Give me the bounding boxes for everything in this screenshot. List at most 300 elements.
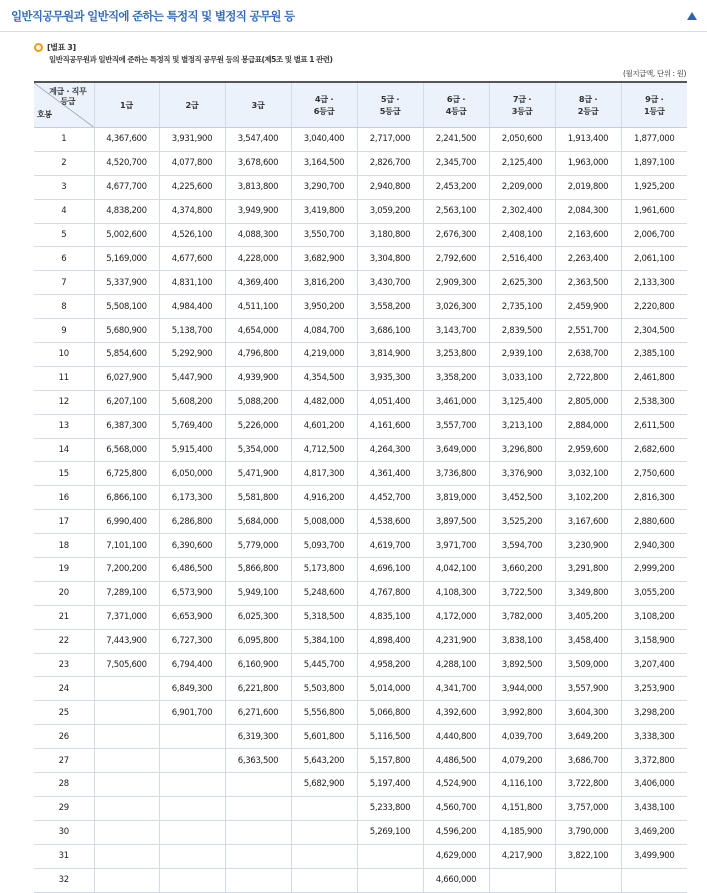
- salary-cell: 4,654,000: [225, 319, 291, 343]
- salary-cell: 4,660,000: [423, 868, 489, 892]
- salary-cell: 4,077,800: [159, 151, 225, 175]
- salary-cell: 4,524,900: [423, 773, 489, 797]
- salary-cell: 5,066,800: [357, 701, 423, 725]
- column-header: [225, 82, 291, 128]
- salary-cell: 5,173,800: [291, 558, 357, 582]
- salary-cell: 3,298,200: [621, 701, 687, 725]
- salary-cell: 6,901,700: [159, 701, 225, 725]
- salary-cell: 2,611,500: [621, 414, 687, 438]
- step-cell: 26: [34, 725, 94, 749]
- salary-cell: [159, 725, 225, 749]
- table-row: [34, 175, 687, 199]
- salary-cell: 3,372,800: [621, 749, 687, 773]
- table-row: [34, 534, 687, 558]
- salary-cell: 3,678,600: [225, 151, 291, 175]
- column-header-line2: 4등급: [445, 106, 467, 116]
- salary-cell: [159, 773, 225, 797]
- salary-cell: 2,750,600: [621, 462, 687, 486]
- salary-cell: 3,547,400: [225, 128, 291, 152]
- salary-cell: 3,405,200: [555, 605, 621, 629]
- salary-cell: 4,452,700: [357, 486, 423, 510]
- salary-cell: 4,440,800: [423, 725, 489, 749]
- salary-cell: 2,717,000: [357, 128, 423, 152]
- salary-cell: 2,006,700: [621, 223, 687, 247]
- table-row: [34, 390, 687, 414]
- salary-cell: [357, 844, 423, 868]
- salary-cell: 3,253,900: [621, 677, 687, 701]
- salary-cell: 3,207,400: [621, 653, 687, 677]
- salary-cell: 4,596,200: [423, 820, 489, 844]
- salary-cell: [94, 701, 159, 725]
- salary-cell: 4,367,600: [94, 128, 159, 152]
- table-row: [34, 510, 687, 534]
- salary-cell: 6,573,900: [159, 581, 225, 605]
- step-cell: 21: [34, 605, 94, 629]
- salary-cell: 7,200,200: [94, 558, 159, 582]
- salary-cell: 5,014,000: [357, 677, 423, 701]
- salary-cell: [94, 725, 159, 749]
- step-cell: 25: [34, 701, 94, 725]
- salary-cell: 3,452,500: [489, 486, 555, 510]
- salary-cell: [159, 844, 225, 868]
- salary-cell: [291, 844, 357, 868]
- salary-cell: 4,374,800: [159, 199, 225, 223]
- table-label-row: [34, 41, 707, 54]
- salary-cell: 2,209,000: [489, 175, 555, 199]
- salary-cell: 2,551,700: [555, 319, 621, 343]
- salary-cell: 4,619,700: [357, 534, 423, 558]
- salary-cell: 4,108,300: [423, 581, 489, 605]
- salary-cell: 3,406,000: [621, 773, 687, 797]
- salary-cell: 1,963,000: [555, 151, 621, 175]
- salary-cell: 5,608,200: [159, 390, 225, 414]
- salary-cell: 3,458,400: [555, 629, 621, 653]
- salary-cell: 5,769,400: [159, 414, 225, 438]
- salary-cell: 7,289,100: [94, 581, 159, 605]
- collapse-arrow-icon[interactable]: [687, 12, 697, 20]
- step-cell: 20: [34, 581, 94, 605]
- salary-cell: 4,958,200: [357, 653, 423, 677]
- salary-cell: 4,369,400: [225, 271, 291, 295]
- salary-cell: 3,782,000: [489, 605, 555, 629]
- salary-cell: 4,526,100: [159, 223, 225, 247]
- salary-cell: [225, 820, 291, 844]
- salary-cell: 4,161,600: [357, 414, 423, 438]
- salary-cell: 2,302,400: [489, 199, 555, 223]
- step-cell: 31: [34, 844, 94, 868]
- salary-cell: 5,226,000: [225, 414, 291, 438]
- salary-cell: 6,849,300: [159, 677, 225, 701]
- salary-cell: 6,221,800: [225, 677, 291, 701]
- column-header: [159, 82, 225, 128]
- salary-cell: 3,349,800: [555, 581, 621, 605]
- salary-cell: 4,264,300: [357, 438, 423, 462]
- salary-cell: 3,722,500: [489, 581, 555, 605]
- salary-cell: 4,084,700: [291, 319, 357, 343]
- salary-cell: 4,231,900: [423, 629, 489, 653]
- salary-cell: 6,050,000: [159, 462, 225, 486]
- step-cell: 27: [34, 749, 94, 773]
- step-cell: 7: [34, 271, 94, 295]
- salary-cell: [94, 773, 159, 797]
- salary-cell: 6,725,800: [94, 462, 159, 486]
- salary-cell: 4,511,100: [225, 295, 291, 319]
- salary-cell: 3,931,900: [159, 128, 225, 152]
- salary-cell: 3,757,000: [555, 796, 621, 820]
- salary-cell: 5,318,500: [291, 605, 357, 629]
- step-cell: 11: [34, 366, 94, 390]
- salary-cell: 4,185,900: [489, 820, 555, 844]
- content-area: [0, 41, 707, 893]
- salary-cell: 2,061,100: [621, 247, 687, 271]
- table-row: [34, 820, 687, 844]
- salary-cell: 3,230,900: [555, 534, 621, 558]
- salary-cell: 2,909,300: [423, 271, 489, 295]
- column-header-line1: 9급 ·: [645, 94, 664, 104]
- salary-cell: 4,172,000: [423, 605, 489, 629]
- step-cell: 8: [34, 295, 94, 319]
- salary-cell: 6,025,300: [225, 605, 291, 629]
- salary-cell: 2,538,300: [621, 390, 687, 414]
- salary-cell: 3,649,200: [555, 725, 621, 749]
- salary-cell: 6,990,400: [94, 510, 159, 534]
- salary-cell: 3,949,900: [225, 199, 291, 223]
- salary-cell: 2,385,100: [621, 343, 687, 367]
- salary-cell: 3,660,200: [489, 558, 555, 582]
- salary-cell: 7,101,100: [94, 534, 159, 558]
- salary-cell: 4,088,300: [225, 223, 291, 247]
- pay-table: [34, 81, 687, 893]
- table-row: [34, 366, 687, 390]
- salary-cell: 3,822,100: [555, 844, 621, 868]
- salary-cell: 3,814,900: [357, 343, 423, 367]
- salary-cell: 5,471,900: [225, 462, 291, 486]
- salary-cell: 4,288,100: [423, 653, 489, 677]
- table-row: [34, 343, 687, 367]
- corner-top-line2: 등급: [60, 97, 76, 106]
- step-cell: 30: [34, 820, 94, 844]
- salary-cell: 4,219,000: [291, 343, 357, 367]
- step-cell: 15: [34, 462, 94, 486]
- salary-cell: [159, 868, 225, 892]
- salary-cell: 4,629,000: [423, 844, 489, 868]
- salary-cell: 2,563,100: [423, 199, 489, 223]
- salary-cell: 5,169,000: [94, 247, 159, 271]
- salary-cell: 3,033,100: [489, 366, 555, 390]
- salary-cell: [94, 677, 159, 701]
- column-header-line2: 2등급: [577, 106, 599, 116]
- salary-cell: 5,093,700: [291, 534, 357, 558]
- column-header-line1: 4급 ·: [314, 94, 334, 104]
- table-row: [34, 462, 687, 486]
- salary-cell: [291, 868, 357, 892]
- salary-cell: 5,337,900: [94, 271, 159, 295]
- salary-cell: 2,241,500: [423, 128, 489, 152]
- salary-cell: 3,686,100: [357, 319, 423, 343]
- column-header-line1: 6급 ·: [446, 94, 466, 104]
- salary-cell: 5,157,800: [357, 749, 423, 773]
- salary-cell: 4,601,200: [291, 414, 357, 438]
- salary-cell: 6,160,900: [225, 653, 291, 677]
- step-cell: 24: [34, 677, 94, 701]
- salary-cell: 4,831,100: [159, 271, 225, 295]
- salary-cell: 4,796,800: [225, 343, 291, 367]
- salary-cell: 3,499,900: [621, 844, 687, 868]
- salary-cell: [555, 868, 621, 892]
- salary-cell: 5,854,600: [94, 343, 159, 367]
- table-row: [34, 725, 687, 749]
- salary-cell: [159, 820, 225, 844]
- salary-cell: 5,866,800: [225, 558, 291, 582]
- salary-cell: 5,248,600: [291, 581, 357, 605]
- salary-cell: [225, 868, 291, 892]
- salary-cell: 2,019,800: [555, 175, 621, 199]
- column-header: [291, 82, 357, 128]
- salary-cell: 5,445,700: [291, 653, 357, 677]
- column-header: [423, 82, 489, 128]
- salary-cell: 4,482,000: [291, 390, 357, 414]
- step-cell: 4: [34, 199, 94, 223]
- salary-cell: [291, 796, 357, 820]
- salary-cell: 5,508,100: [94, 295, 159, 319]
- salary-cell: 3,032,100: [555, 462, 621, 486]
- step-cell: 29: [34, 796, 94, 820]
- salary-cell: [159, 749, 225, 773]
- salary-cell: 2,959,600: [555, 438, 621, 462]
- step-cell: 16: [34, 486, 94, 510]
- salary-cell: 1,961,600: [621, 199, 687, 223]
- column-header-line2: 6등급: [313, 106, 335, 116]
- salary-cell: 4,361,400: [357, 462, 423, 486]
- salary-cell: 2,304,500: [621, 319, 687, 343]
- salary-cell: 5,233,800: [357, 796, 423, 820]
- salary-cell: 4,767,800: [357, 581, 423, 605]
- salary-cell: 3,338,300: [621, 725, 687, 749]
- table-row: [34, 629, 687, 653]
- salary-cell: 3,158,900: [621, 629, 687, 653]
- salary-cell: 6,866,100: [94, 486, 159, 510]
- salary-cell: 4,677,600: [159, 247, 225, 271]
- salary-cell: 6,568,000: [94, 438, 159, 462]
- salary-cell: 5,949,100: [225, 581, 291, 605]
- salary-cell: 4,039,700: [489, 725, 555, 749]
- section-header: [0, 0, 707, 32]
- salary-cell: 6,173,300: [159, 486, 225, 510]
- salary-cell: 6,486,500: [159, 558, 225, 582]
- corner-bottom-label: 호봉: [37, 110, 52, 119]
- salary-cell: 4,228,000: [225, 247, 291, 271]
- step-cell: 19: [34, 558, 94, 582]
- salary-cell: 4,538,600: [357, 510, 423, 534]
- column-header-line1: 2급: [185, 100, 199, 110]
- salary-cell: 7,443,900: [94, 629, 159, 653]
- salary-cell: 2,805,000: [555, 390, 621, 414]
- salary-cell: 5,643,200: [291, 749, 357, 773]
- salary-cell: 3,935,300: [357, 366, 423, 390]
- salary-cell: 6,319,300: [225, 725, 291, 749]
- table-row: [34, 486, 687, 510]
- salary-cell: 3,059,200: [357, 199, 423, 223]
- salary-cell: 2,220,800: [621, 295, 687, 319]
- column-header-line1: 5급 ·: [380, 94, 400, 104]
- step-cell: 32: [34, 868, 94, 892]
- salary-cell: 6,095,800: [225, 629, 291, 653]
- table-row: [34, 247, 687, 271]
- salary-cell: 5,088,200: [225, 390, 291, 414]
- table-caption: 일반직공무원과 일반직에 준하는 특정직 및 별정직 공무원 등의 봉급표(제5조 및 별표 1 관련): [49, 55, 333, 64]
- salary-cell: [94, 749, 159, 773]
- table-row: [34, 581, 687, 605]
- salary-cell: 3,213,100: [489, 414, 555, 438]
- salary-cell: 4,079,200: [489, 749, 555, 773]
- table-label: [별표 3]: [47, 43, 76, 52]
- salary-cell: 3,557,700: [423, 414, 489, 438]
- salary-cell: 2,625,300: [489, 271, 555, 295]
- table-row: [34, 199, 687, 223]
- salary-cell: 6,387,300: [94, 414, 159, 438]
- column-header: [94, 82, 159, 128]
- salary-cell: 2,133,300: [621, 271, 687, 295]
- salary-cell: 6,653,900: [159, 605, 225, 629]
- corner-header-cell: [34, 82, 94, 128]
- salary-cell: 3,055,200: [621, 581, 687, 605]
- salary-cell: 4,696,100: [357, 558, 423, 582]
- salary-cell: 3,682,900: [291, 247, 357, 271]
- salary-cell: 3,430,700: [357, 271, 423, 295]
- salary-cell: 5,684,000: [225, 510, 291, 534]
- step-cell: 28: [34, 773, 94, 797]
- step-cell: 14: [34, 438, 94, 462]
- table-body: [34, 128, 687, 893]
- salary-cell: [357, 868, 423, 892]
- salary-cell: [621, 868, 687, 892]
- table-row: [34, 605, 687, 629]
- salary-cell: 5,384,100: [291, 629, 357, 653]
- table-row: [34, 151, 687, 175]
- salary-cell: 3,992,800: [489, 701, 555, 725]
- salary-cell: 3,816,200: [291, 271, 357, 295]
- salary-cell: 2,638,700: [555, 343, 621, 367]
- salary-cell: [94, 796, 159, 820]
- salary-cell: 3,469,200: [621, 820, 687, 844]
- page-title: 일반직공무원과 일반직에 준하는 특정직 및 별정직 공무원 등: [11, 8, 295, 23]
- salary-cell: 3,304,800: [357, 247, 423, 271]
- salary-cell: 5,682,900: [291, 773, 357, 797]
- salary-cell: 2,816,300: [621, 486, 687, 510]
- salary-cell: 3,558,200: [357, 295, 423, 319]
- step-cell: 2: [34, 151, 94, 175]
- salary-cell: 6,027,900: [94, 366, 159, 390]
- salary-cell: 4,677,700: [94, 175, 159, 199]
- step-cell: 9: [34, 319, 94, 343]
- table-row: [34, 438, 687, 462]
- salary-cell: 2,722,800: [555, 366, 621, 390]
- salary-cell: 2,163,600: [555, 223, 621, 247]
- salary-cell: 3,102,200: [555, 486, 621, 510]
- salary-cell: 3,813,800: [225, 175, 291, 199]
- salary-cell: 1,877,000: [621, 128, 687, 152]
- salary-cell: 5,292,900: [159, 343, 225, 367]
- salary-cell: 5,116,500: [357, 725, 423, 749]
- salary-cell: 5,915,400: [159, 438, 225, 462]
- step-cell: 1: [34, 128, 94, 152]
- step-cell: 22: [34, 629, 94, 653]
- salary-cell: 3,026,300: [423, 295, 489, 319]
- salary-cell: 2,735,100: [489, 295, 555, 319]
- salary-cell: 3,944,000: [489, 677, 555, 701]
- salary-cell: 3,509,000: [555, 653, 621, 677]
- step-cell: 3: [34, 175, 94, 199]
- salary-cell: 3,164,500: [291, 151, 357, 175]
- corner-top-line1: 계급 · 직무: [49, 87, 87, 96]
- salary-cell: 3,892,500: [489, 653, 555, 677]
- salary-cell: 5,138,700: [159, 319, 225, 343]
- salary-cell: 2,408,100: [489, 223, 555, 247]
- salary-cell: 3,253,800: [423, 343, 489, 367]
- salary-cell: 3,819,000: [423, 486, 489, 510]
- salary-cell: 3,438,100: [621, 796, 687, 820]
- table-row: [34, 319, 687, 343]
- salary-cell: 3,604,300: [555, 701, 621, 725]
- salary-cell: 3,550,700: [291, 223, 357, 247]
- table-row: [34, 796, 687, 820]
- salary-cell: 2,459,900: [555, 295, 621, 319]
- column-header-line1: 8급 ·: [578, 94, 598, 104]
- salary-cell: 2,880,600: [621, 510, 687, 534]
- salary-cell: 4,984,400: [159, 295, 225, 319]
- salary-cell: 4,838,200: [94, 199, 159, 223]
- salary-cell: 3,461,000: [423, 390, 489, 414]
- table-row: [34, 868, 687, 892]
- salary-cell: 3,143,700: [423, 319, 489, 343]
- salary-cell: 3,736,800: [423, 462, 489, 486]
- unit-note: (월지급액, 단위 : 원): [622, 69, 686, 78]
- salary-cell: 3,290,700: [291, 175, 357, 199]
- column-header-line2: 3등급: [511, 106, 533, 116]
- step-cell: 5: [34, 223, 94, 247]
- salary-cell: 3,167,600: [555, 510, 621, 534]
- salary-cell: 6,390,600: [159, 534, 225, 558]
- salary-cell: 5,503,800: [291, 677, 357, 701]
- salary-cell: 4,392,600: [423, 701, 489, 725]
- table-row: [34, 844, 687, 868]
- salary-cell: [489, 868, 555, 892]
- salary-cell: 3,557,900: [555, 677, 621, 701]
- salary-cell: 3,838,100: [489, 629, 555, 653]
- salary-cell: 4,939,900: [225, 366, 291, 390]
- salary-cell: 2,363,500: [555, 271, 621, 295]
- table-header-row: [34, 82, 687, 128]
- salary-cell: 5,269,100: [357, 820, 423, 844]
- salary-cell: [94, 820, 159, 844]
- salary-cell: 4,560,700: [423, 796, 489, 820]
- salary-cell: 2,345,700: [423, 151, 489, 175]
- salary-cell: 3,897,500: [423, 510, 489, 534]
- column-header-line1: 7급 ·: [512, 94, 532, 104]
- salary-cell: 2,676,300: [423, 223, 489, 247]
- salary-cell: 3,296,800: [489, 438, 555, 462]
- salary-cell: 3,950,200: [291, 295, 357, 319]
- column-header: [489, 82, 555, 128]
- salary-cell: 4,712,500: [291, 438, 357, 462]
- table-row: [34, 653, 687, 677]
- salary-cell: 5,556,800: [291, 701, 357, 725]
- salary-cell: 4,341,700: [423, 677, 489, 701]
- salary-cell: 3,108,200: [621, 605, 687, 629]
- salary-cell: 6,207,100: [94, 390, 159, 414]
- salary-cell: 2,939,100: [489, 343, 555, 367]
- salary-cell: 4,042,100: [423, 558, 489, 582]
